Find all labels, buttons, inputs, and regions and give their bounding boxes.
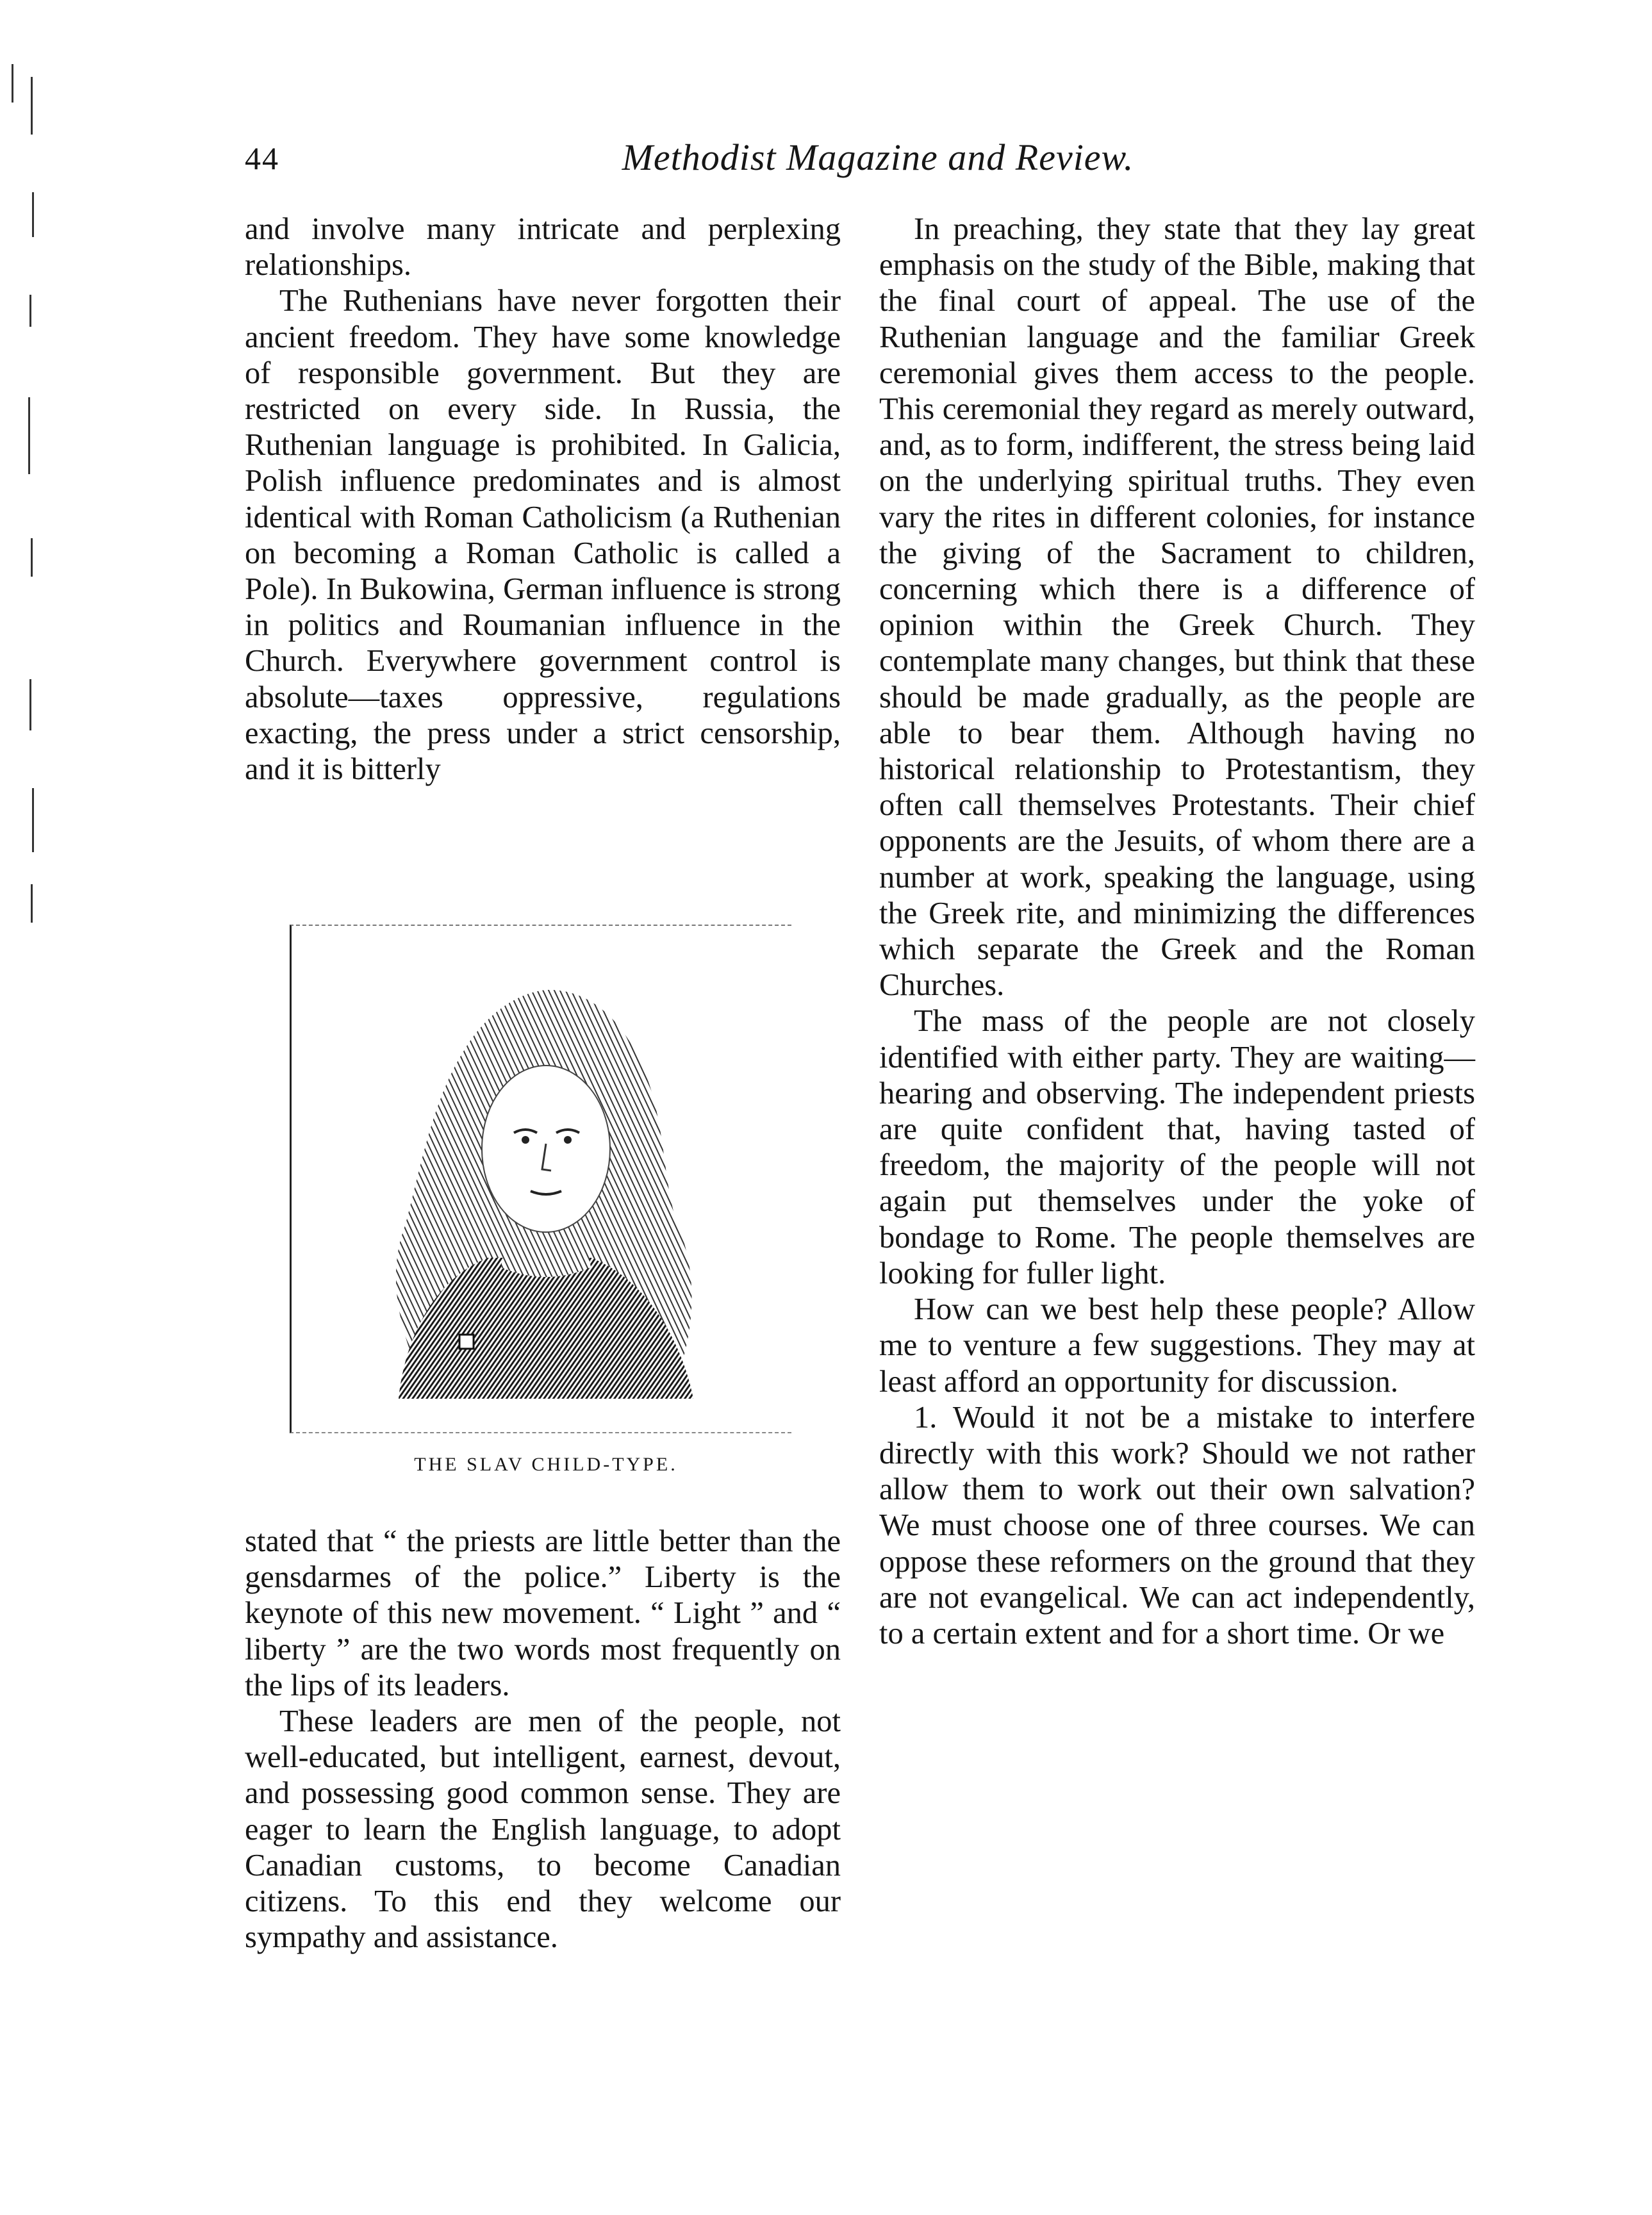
right-column	[879, 211, 1475, 1652]
portrait-illustration	[360, 976, 719, 1405]
figure-caption: THE SLAV CHILD-TYPE.	[414, 1454, 678, 1475]
paragraph: How can we best help these people? Allow me to venture a few suggestions. They may at least afford an opportunity for discussion.	[879, 1292, 1475, 1399]
figure-slav-child	[290, 925, 802, 1475]
left-column-top	[245, 211, 841, 787]
paragraph: stated that “ the priests are little better than the gensdarmes of the police.” Liberty is the keynote of this new movement. “ Light ” and “ liberty ” are the two words most frequently on the lips of its leaders.	[245, 1524, 841, 1702]
left-column-bottom	[245, 1524, 841, 1956]
paragraph: and involve many intricate and perplexing relationships.	[245, 212, 841, 283]
scan-margin-marks	[0, 51, 45, 948]
paragraph: 1. Would it not be a mistake to interfere directly with this work? Should we not rather allow them to work out their own salvation? We must choose one of three courses. We can oppose these reformers on the ground that they are not evangelical. We can act independently, to a certain extent and for a short time. Or we	[879, 1400, 1475, 1651]
running-title: Methodist Magazine and Review.	[622, 136, 1134, 178]
paragraph: The mass of the people are not closely identified with either party. They are waiting—hearing and observing. The independent priests are quite confident that, having tasted of freedom, the majority of the people will not again put themselves under the yoke of bondage to Rome. The people themselves are looking for fuller light.	[879, 1004, 1475, 1290]
paragraph: These leaders are men of the people, not well-educated, but intelligent, earnest, devout, and possessing good common sense. They are eager to learn the English language, to adopt Canadian customs, to become Canadian citizens. To this end they welcome our sympathy and assistance.	[245, 1704, 841, 1955]
page-number: 44	[245, 140, 279, 176]
paragraph: The Ruthenians have never forgotten their ancient freedom. They have some knowledge of responsible government. But they are restricted on every side. In Russia, the Ruthenian language is prohibited. In Galicia, Polish influence predominates and is almost identical with Roman Catholicism (a Ruthenian on becoming a Roman Catholic is called a Pole). In Bukowina, German influence is strong in politics and Roumanian influence in the Church. Everywhere government control is absolute—taxes oppressive, regulations exacting, the press under a strict censorship, and it is bitterly	[245, 284, 841, 787]
paragraph: In preaching, they state that they lay great emphasis on the study of the Bible, making that the final court of appeal. The use of the Ruthenian language and the familiar Greek ceremonial gives them access to the people. This ceremonial they regard as merely outward, and, as to form, indifferent, the stress being laid on the underlying spiritual truths. They even vary the rites in different colonies, for instance the giving of the Sacrament to children, concerning which there is a difference of opinion within the Greek Church. They contemplate many changes, but think that these should be made gradually, as the people are able to bear them. Although having no historical relationship to Protestantism, they often call themselves Protestants. Their chief opponents are the Jesuits, of whom there are a number at work, speaking the language, using the Greek rite, and minimizing the differences which separate the Greek and the Roman Churches.	[879, 212, 1475, 1003]
